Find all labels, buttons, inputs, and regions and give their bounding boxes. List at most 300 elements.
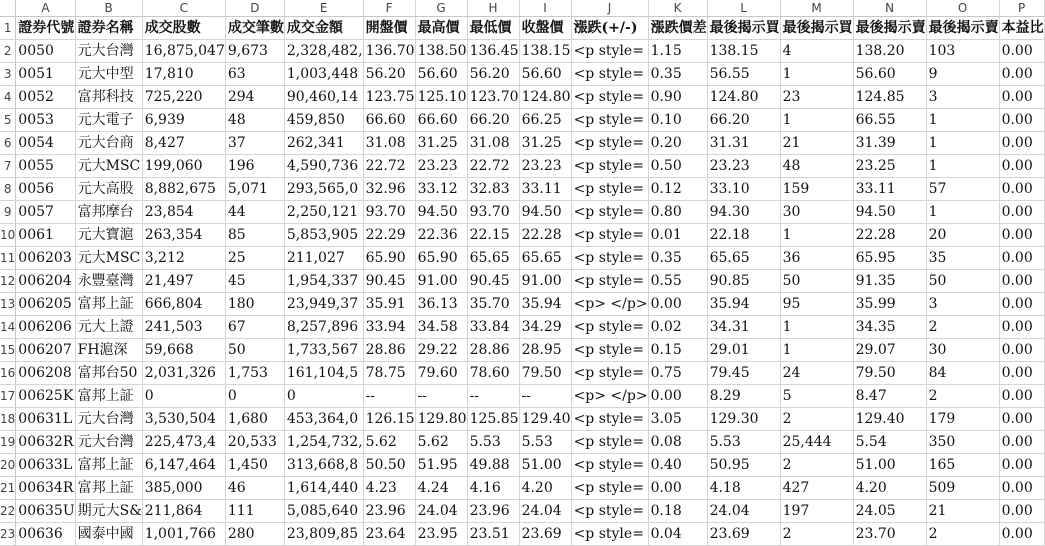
cell[interactable]: 385,000: [142, 477, 225, 500]
cell[interactable]: 1: [780, 224, 853, 247]
cell[interactable]: 0.00: [999, 454, 1044, 477]
header-cell[interactable]: 最後揭示買: [780, 17, 853, 40]
cell[interactable]: 23.25: [853, 155, 926, 178]
header-cell[interactable]: 最高價: [415, 17, 467, 40]
cell[interactable]: 5,085,640: [284, 500, 363, 523]
cell[interactable]: 0.00: [999, 178, 1044, 201]
cell[interactable]: 4,590,736: [284, 155, 363, 178]
cell[interactable]: 23.69: [707, 523, 780, 546]
cell[interactable]: 50.95: [707, 454, 780, 477]
cell[interactable]: 富邦台50: [75, 362, 142, 385]
cell[interactable]: 36.13: [415, 293, 467, 316]
cell[interactable]: --: [467, 385, 519, 408]
cell[interactable]: 6,939: [142, 109, 225, 132]
cell[interactable]: 211,864: [142, 500, 225, 523]
cell[interactable]: 24: [780, 362, 853, 385]
cell[interactable]: 0.00: [999, 523, 1044, 546]
cell[interactable]: 32.96: [363, 178, 415, 201]
cell[interactable]: 0.00: [999, 224, 1044, 247]
cell[interactable]: 57: [926, 178, 999, 201]
cell[interactable]: 50: [780, 270, 853, 293]
row-number[interactable]: 11: [0, 247, 16, 270]
cell[interactable]: 00635U: [16, 500, 75, 523]
cell[interactable]: 1: [926, 109, 999, 132]
cell[interactable]: 50: [926, 270, 999, 293]
cell[interactable]: <p> </p>: [571, 293, 648, 316]
cell[interactable]: 00633L: [16, 454, 75, 477]
cell[interactable]: 280: [225, 523, 284, 546]
cell[interactable]: 91.35: [853, 270, 926, 293]
cell[interactable]: 1,954,337: [284, 270, 363, 293]
cell[interactable]: 0.00: [999, 247, 1044, 270]
cell[interactable]: <p> </p>: [571, 385, 648, 408]
cell[interactable]: <p style=: [571, 247, 648, 270]
cell[interactable]: 31.08: [467, 132, 519, 155]
cell[interactable]: 0054: [16, 132, 75, 155]
row-number[interactable]: 6: [0, 132, 16, 155]
cell[interactable]: 1,254,732,: [284, 431, 363, 454]
cell[interactable]: 32.83: [467, 178, 519, 201]
cell[interactable]: 65.65: [467, 247, 519, 270]
cell[interactable]: <p style=: [571, 431, 648, 454]
row-number[interactable]: 20: [0, 454, 16, 477]
cell[interactable]: 37: [225, 132, 284, 155]
cell[interactable]: 20: [926, 224, 999, 247]
cell[interactable]: 00631L: [16, 408, 75, 431]
cell[interactable]: 225,473,4: [142, 431, 225, 454]
header-cell[interactable]: 最後揭示買: [707, 17, 780, 40]
cell[interactable]: 0: [284, 385, 363, 408]
cell[interactable]: 103: [926, 40, 999, 63]
cell[interactable]: 00625K: [16, 385, 75, 408]
cell[interactable]: 28.86: [467, 339, 519, 362]
header-cell[interactable]: 收盤價: [519, 17, 571, 40]
cell[interactable]: 4: [780, 40, 853, 63]
cell[interactable]: 35.70: [467, 293, 519, 316]
cell[interactable]: 138.15: [707, 40, 780, 63]
cell[interactable]: 2: [780, 408, 853, 431]
cell[interactable]: 56.20: [363, 63, 415, 86]
cell[interactable]: 23.95: [415, 523, 467, 546]
cell[interactable]: 23.23: [707, 155, 780, 178]
cell[interactable]: 66.25: [519, 109, 571, 132]
column-header[interactable]: L: [707, 0, 780, 17]
cell[interactable]: 161,104,5: [284, 362, 363, 385]
header-cell[interactable]: 最低價: [467, 17, 519, 40]
cell[interactable]: 84: [926, 362, 999, 385]
cell[interactable]: 79.50: [853, 362, 926, 385]
cell[interactable]: 31.25: [415, 132, 467, 155]
cell[interactable]: 35: [926, 247, 999, 270]
column-header[interactable]: C: [142, 0, 225, 17]
cell[interactable]: 129.40: [519, 408, 571, 431]
cell[interactable]: 129.30: [707, 408, 780, 431]
cell[interactable]: 138.15: [519, 40, 571, 63]
row-number[interactable]: 7: [0, 155, 16, 178]
cell[interactable]: 66.20: [467, 109, 519, 132]
cell[interactable]: 129.40: [853, 408, 926, 431]
cell[interactable]: 94.50: [519, 201, 571, 224]
header-cell[interactable]: 最後揭示賣: [853, 17, 926, 40]
cell[interactable]: 78.60: [467, 362, 519, 385]
cell[interactable]: 51.95: [415, 454, 467, 477]
cell[interactable]: 33.11: [853, 178, 926, 201]
cell[interactable]: 元大MSC: [75, 247, 142, 270]
cell[interactable]: 元大高股: [75, 178, 142, 201]
cell[interactable]: 263,354: [142, 224, 225, 247]
cell[interactable]: 0.10: [648, 109, 707, 132]
cell[interactable]: 33.94: [363, 316, 415, 339]
cell[interactable]: 35.91: [363, 293, 415, 316]
cell[interactable]: 159: [780, 178, 853, 201]
cell[interactable]: 23.23: [519, 155, 571, 178]
cell[interactable]: 0.35: [648, 247, 707, 270]
cell[interactable]: 2: [926, 385, 999, 408]
cell[interactable]: 0.18: [648, 500, 707, 523]
cell[interactable]: 93.70: [467, 201, 519, 224]
cell[interactable]: 29.01: [707, 339, 780, 362]
cell[interactable]: 95: [780, 293, 853, 316]
cell[interactable]: 65.90: [363, 247, 415, 270]
cell[interactable]: 1,001,766: [142, 523, 225, 546]
cell[interactable]: 0.80: [648, 201, 707, 224]
cell[interactable]: 179: [926, 408, 999, 431]
cell[interactable]: 30: [780, 201, 853, 224]
column-header[interactable]: J: [571, 0, 648, 17]
column-header[interactable]: P: [999, 0, 1044, 17]
cell[interactable]: 0.00: [999, 293, 1044, 316]
cell[interactable]: 241,503: [142, 316, 225, 339]
cell[interactable]: 3: [926, 86, 999, 109]
cell[interactable]: 0.00: [648, 385, 707, 408]
cell[interactable]: 22.18: [707, 224, 780, 247]
cell[interactable]: 9: [926, 63, 999, 86]
row-number[interactable]: 16: [0, 362, 16, 385]
column-header[interactable]: N: [853, 0, 926, 17]
cell[interactable]: 20,533: [225, 431, 284, 454]
cell[interactable]: 24.04: [415, 500, 467, 523]
cell[interactable]: 23.69: [519, 523, 571, 546]
cell[interactable]: 22.72: [363, 155, 415, 178]
cell[interactable]: 34.58: [415, 316, 467, 339]
cell[interactable]: 元大上證: [75, 316, 142, 339]
cell[interactable]: 125.10: [415, 86, 467, 109]
column-header[interactable]: E: [284, 0, 363, 17]
cell[interactable]: 0.00: [999, 63, 1044, 86]
cell[interactable]: 124.85: [853, 86, 926, 109]
cell[interactable]: 90.45: [467, 270, 519, 293]
cell[interactable]: 59,668: [142, 339, 225, 362]
cell[interactable]: 22.28: [519, 224, 571, 247]
cell[interactable]: 5.62: [415, 431, 467, 454]
cell[interactable]: 1,680: [225, 408, 284, 431]
cell[interactable]: 136.45: [467, 40, 519, 63]
cell[interactable]: 0.00: [999, 132, 1044, 155]
cell[interactable]: 90.45: [363, 270, 415, 293]
row-number[interactable]: 19: [0, 431, 16, 454]
cell[interactable]: 34.29: [519, 316, 571, 339]
cell[interactable]: 33.12: [415, 178, 467, 201]
cell[interactable]: 35.94: [519, 293, 571, 316]
cell[interactable]: 0.04: [648, 523, 707, 546]
cell[interactable]: 1,733,567: [284, 339, 363, 362]
cell[interactable]: 93.70: [363, 201, 415, 224]
cell[interactable]: 元大中型: [75, 63, 142, 86]
cell[interactable]: 16,875,047: [142, 40, 225, 63]
cell[interactable]: 196: [225, 155, 284, 178]
cell[interactable]: 66.60: [363, 109, 415, 132]
cell[interactable]: 4.18: [707, 477, 780, 500]
cell[interactable]: 56.60: [853, 63, 926, 86]
cell[interactable]: 23,809,85: [284, 523, 363, 546]
row-number[interactable]: 23: [0, 523, 16, 546]
cell[interactable]: 006207: [16, 339, 75, 362]
cell[interactable]: 123.75: [363, 86, 415, 109]
cell[interactable]: 48: [780, 155, 853, 178]
row-number[interactable]: 2: [0, 40, 16, 63]
row-number[interactable]: 22: [0, 500, 16, 523]
cell[interactable]: 0056: [16, 178, 75, 201]
cell[interactable]: 94.30: [707, 201, 780, 224]
cell[interactable]: 4.16: [467, 477, 519, 500]
header-cell[interactable]: 成交筆數: [225, 17, 284, 40]
cell[interactable]: 0: [142, 385, 225, 408]
cell[interactable]: 23.70: [853, 523, 926, 546]
cell[interactable]: 199,060: [142, 155, 225, 178]
cell[interactable]: 2: [780, 454, 853, 477]
cell[interactable]: <p style=: [571, 109, 648, 132]
row-number[interactable]: 18: [0, 408, 16, 431]
cell[interactable]: 0.00: [999, 385, 1044, 408]
header-cell[interactable]: 開盤價: [363, 17, 415, 40]
cell[interactable]: 0051: [16, 63, 75, 86]
cell[interactable]: 21,497: [142, 270, 225, 293]
column-header[interactable]: G: [415, 0, 467, 17]
cell[interactable]: 0.00: [648, 477, 707, 500]
cell[interactable]: 2,031,326: [142, 362, 225, 385]
header-cell[interactable]: 成交金額: [284, 17, 363, 40]
row-number[interactable]: 12: [0, 270, 16, 293]
cell[interactable]: 富邦科技: [75, 86, 142, 109]
cell[interactable]: 17,810: [142, 63, 225, 86]
cell[interactable]: 23.96: [363, 500, 415, 523]
cell[interactable]: 313,668,8: [284, 454, 363, 477]
cell[interactable]: FH滬深: [75, 339, 142, 362]
cell[interactable]: 65.65: [519, 247, 571, 270]
cell[interactable]: 2: [926, 523, 999, 546]
cell[interactable]: 197: [780, 500, 853, 523]
cell[interactable]: 136.70: [363, 40, 415, 63]
cell[interactable]: 元大台商: [75, 132, 142, 155]
cell[interactable]: --: [415, 385, 467, 408]
cell[interactable]: 0.02: [648, 316, 707, 339]
row-number[interactable]: 10: [0, 224, 16, 247]
cell[interactable]: 0.15: [648, 339, 707, 362]
cell[interactable]: 5,071: [225, 178, 284, 201]
cell[interactable]: 36: [780, 247, 853, 270]
cell[interactable]: 006208: [16, 362, 75, 385]
cell[interactable]: 8.29: [707, 385, 780, 408]
cell[interactable]: 21: [926, 500, 999, 523]
cell[interactable]: 0052: [16, 86, 75, 109]
cell[interactable]: 0.00: [999, 500, 1044, 523]
cell[interactable]: 0.00: [999, 316, 1044, 339]
cell[interactable]: 49.88: [467, 454, 519, 477]
cell[interactable]: 4.24: [415, 477, 467, 500]
cell[interactable]: 79.60: [415, 362, 467, 385]
row-number[interactable]: 3: [0, 63, 16, 86]
cell[interactable]: 元大台灣: [75, 40, 142, 63]
cell[interactable]: 00634R: [16, 477, 75, 500]
cell[interactable]: 1,003,448: [284, 63, 363, 86]
row-number[interactable]: 21: [0, 477, 16, 500]
cell[interactable]: 509: [926, 477, 999, 500]
cell[interactable]: 48: [225, 109, 284, 132]
cell[interactable]: 2,250,121: [284, 201, 363, 224]
cell[interactable]: 1: [926, 155, 999, 178]
cell[interactable]: 129.80: [415, 408, 467, 431]
cell[interactable]: 293,565,0: [284, 178, 363, 201]
cell[interactable]: 23.64: [363, 523, 415, 546]
cell[interactable]: 1: [780, 339, 853, 362]
cell[interactable]: 3,212: [142, 247, 225, 270]
cell[interactable]: 006205: [16, 293, 75, 316]
cell[interactable]: 4.23: [363, 477, 415, 500]
cell[interactable]: 66.20: [707, 109, 780, 132]
cell[interactable]: 9,673: [225, 40, 284, 63]
cell[interactable]: 0.00: [999, 155, 1044, 178]
row-number[interactable]: 17: [0, 385, 16, 408]
cell[interactable]: 0.55: [648, 270, 707, 293]
cell[interactable]: 125.85: [467, 408, 519, 431]
cell[interactable]: 24.04: [707, 500, 780, 523]
cell[interactable]: <p style=: [571, 477, 648, 500]
row-number[interactable]: 14: [0, 316, 16, 339]
cell[interactable]: 91.00: [415, 270, 467, 293]
cell[interactable]: 00632R: [16, 431, 75, 454]
cell[interactable]: 23.23: [415, 155, 467, 178]
cell[interactable]: 富邦摩台: [75, 201, 142, 224]
header-cell[interactable]: 成交股數: [142, 17, 225, 40]
cell[interactable]: 65.90: [415, 247, 467, 270]
cell[interactable]: <p style=: [571, 132, 648, 155]
cell[interactable]: 30: [926, 339, 999, 362]
cell[interactable]: 國泰中國: [75, 523, 142, 546]
cell[interactable]: 33.84: [467, 316, 519, 339]
cell[interactable]: 45: [225, 270, 284, 293]
cell[interactable]: 180: [225, 293, 284, 316]
cell[interactable]: 5: [780, 385, 853, 408]
cell[interactable]: 1,450: [225, 454, 284, 477]
cell[interactable]: 0.00: [999, 40, 1044, 63]
cell[interactable]: 0.35: [648, 63, 707, 86]
row-number[interactable]: 5: [0, 109, 16, 132]
cell[interactable]: 56.60: [415, 63, 467, 86]
cell[interactable]: 350: [926, 431, 999, 454]
cell[interactable]: 0055: [16, 155, 75, 178]
cell[interactable]: 1.15: [648, 40, 707, 63]
cell[interactable]: 富邦上証: [75, 454, 142, 477]
cell[interactable]: 1,753: [225, 362, 284, 385]
header-cell[interactable]: 最後揭示賣: [926, 17, 999, 40]
cell[interactable]: 0.00: [999, 408, 1044, 431]
cell[interactable]: 4.20: [853, 477, 926, 500]
cell[interactable]: 29.07: [853, 339, 926, 362]
cell[interactable]: 294: [225, 86, 284, 109]
cell[interactable]: 28.95: [519, 339, 571, 362]
cell[interactable]: 123.70: [467, 86, 519, 109]
cell[interactable]: 2: [926, 316, 999, 339]
cell[interactable]: 666,804: [142, 293, 225, 316]
cell[interactable]: <p style=: [571, 86, 648, 109]
cell[interactable]: 126.15: [363, 408, 415, 431]
cell[interactable]: 124.80: [519, 86, 571, 109]
cell[interactable]: 211,027: [284, 247, 363, 270]
cell[interactable]: 50.50: [363, 454, 415, 477]
cell[interactable]: 138.50: [415, 40, 467, 63]
cell[interactable]: 725,220: [142, 86, 225, 109]
cell[interactable]: 23.96: [467, 500, 519, 523]
cell[interactable]: 0.01: [648, 224, 707, 247]
cell[interactable]: 22.72: [467, 155, 519, 178]
cell[interactable]: 33.10: [707, 178, 780, 201]
cell[interactable]: 0: [225, 385, 284, 408]
row-number[interactable]: 1: [0, 17, 16, 40]
cell[interactable]: 111: [225, 500, 284, 523]
cell[interactable]: 46: [225, 477, 284, 500]
column-header[interactable]: I: [519, 0, 571, 17]
cell[interactable]: 31.25: [519, 132, 571, 155]
cell[interactable]: 0.40: [648, 454, 707, 477]
header-cell[interactable]: 證券代號: [16, 17, 75, 40]
row-number[interactable]: 4: [0, 86, 16, 109]
cell[interactable]: 66.55: [853, 109, 926, 132]
column-header[interactable]: F: [363, 0, 415, 17]
cell[interactable]: 6,147,464: [142, 454, 225, 477]
cell[interactable]: <p style=: [571, 454, 648, 477]
cell[interactable]: 3,530,504: [142, 408, 225, 431]
cell[interactable]: 元大電子: [75, 109, 142, 132]
cell[interactable]: 63: [225, 63, 284, 86]
cell[interactable]: 0.00: [999, 362, 1044, 385]
cell[interactable]: 元大寶滬: [75, 224, 142, 247]
cell[interactable]: 79.45: [707, 362, 780, 385]
column-header[interactable]: H: [467, 0, 519, 17]
cell[interactable]: <p style=: [571, 316, 648, 339]
cell[interactable]: <p style=: [571, 63, 648, 86]
cell[interactable]: <p style=: [571, 155, 648, 178]
cell[interactable]: 138.20: [853, 40, 926, 63]
cell[interactable]: 165: [926, 454, 999, 477]
select-all-corner[interactable]: [0, 0, 16, 17]
cell[interactable]: 006206: [16, 316, 75, 339]
header-cell[interactable]: 漲跌價差: [648, 17, 707, 40]
cell[interactable]: 8,257,896: [284, 316, 363, 339]
cell[interactable]: 0.90: [648, 86, 707, 109]
cell[interactable]: 453,364,0: [284, 408, 363, 431]
cell[interactable]: <p style=: [571, 224, 648, 247]
cell[interactable]: 34.31: [707, 316, 780, 339]
cell[interactable]: 35.99: [853, 293, 926, 316]
cell[interactable]: 5.53: [707, 431, 780, 454]
cell[interactable]: 22.28: [853, 224, 926, 247]
cell[interactable]: 94.50: [415, 201, 467, 224]
cell[interactable]: 67: [225, 316, 284, 339]
cell[interactable]: 8,882,675: [142, 178, 225, 201]
cell[interactable]: 262,341: [284, 132, 363, 155]
cell[interactable]: 31.39: [853, 132, 926, 155]
cell[interactable]: 0.00: [999, 431, 1044, 454]
